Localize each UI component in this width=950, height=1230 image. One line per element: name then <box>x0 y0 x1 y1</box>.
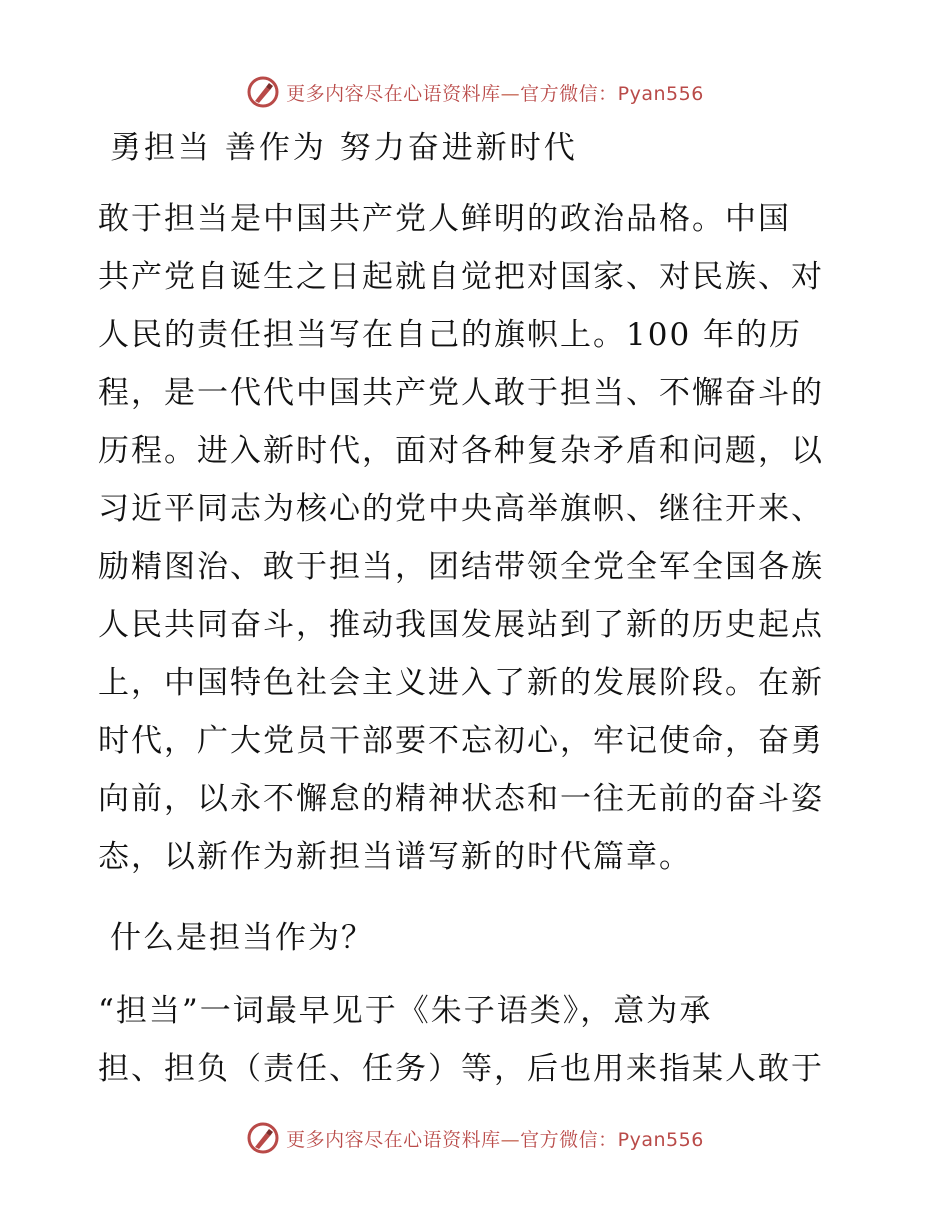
banner-dash: — <box>500 82 521 105</box>
text-line: 励精图治、敢于担当，团结带领全党全军全国各族 <box>98 549 824 585</box>
banner-text <box>286 1125 704 1152</box>
banner-library-text: 更多内容尽在心语资料库 <box>286 1128 501 1151</box>
text-line: 态，以新作为新担当谱写新的时代篇章。 <box>98 839 692 875</box>
paragraph-2 <box>98 982 850 1098</box>
header-banner <box>0 70 950 114</box>
paragraph-1 <box>98 190 850 886</box>
document-title: 勇担当 善作为 努力奋进新时代 <box>110 130 578 166</box>
footer-banner <box>0 1116 950 1160</box>
text-line: 敢于担当是中国共产党人鲜明的政治品格。中国 <box>98 201 791 237</box>
banner-text <box>286 79 704 106</box>
pen-logo-icon <box>246 1121 280 1155</box>
text-line: 上，中国特色社会主义进入了新的发展阶段。在新 <box>98 665 824 701</box>
text-line: 习近平同志为核心的党中央高举旗帜、继往开来、 <box>98 491 824 527</box>
text-line: 人民的责任担当写在自己的旗帜上。100 年的历 <box>98 317 803 353</box>
text-line: 程，是一代代中国共产党人敢于担当、不懈奋斗的 <box>98 375 824 411</box>
text-line: 担、担负（责任、任务）等，后也用来指某人敢于 <box>98 1051 824 1087</box>
banner-wechat-text: 官方微信：Pyan556 <box>520 1128 704 1151</box>
text-line: 历程。进入新时代，面对各种复杂矛盾和问题，以 <box>98 433 824 469</box>
text-line: 向前，以永不懈怠的精神状态和一往无前的奋斗姿 <box>98 781 824 817</box>
banner-wechat-text: 官方微信：Pyan556 <box>520 82 704 105</box>
banner-dash: — <box>500 1128 521 1151</box>
text-line: “担当”一词最早见于《朱子语类》，意为承 <box>98 993 713 1029</box>
text-line: 共产党自诞生之日起就自觉把对国家、对民族、对 <box>98 259 824 295</box>
banner-library-text: 更多内容尽在心语资料库 <box>286 82 501 105</box>
text-line: 人民共同奋斗，推动我国发展站到了新的历史起点 <box>98 607 824 643</box>
pen-logo-icon <box>246 75 280 109</box>
section-heading: 什么是担当作为？ <box>110 920 374 956</box>
text-line: 时代，广大党员干部要不忘初心，牢记使命，奋勇 <box>98 723 824 759</box>
